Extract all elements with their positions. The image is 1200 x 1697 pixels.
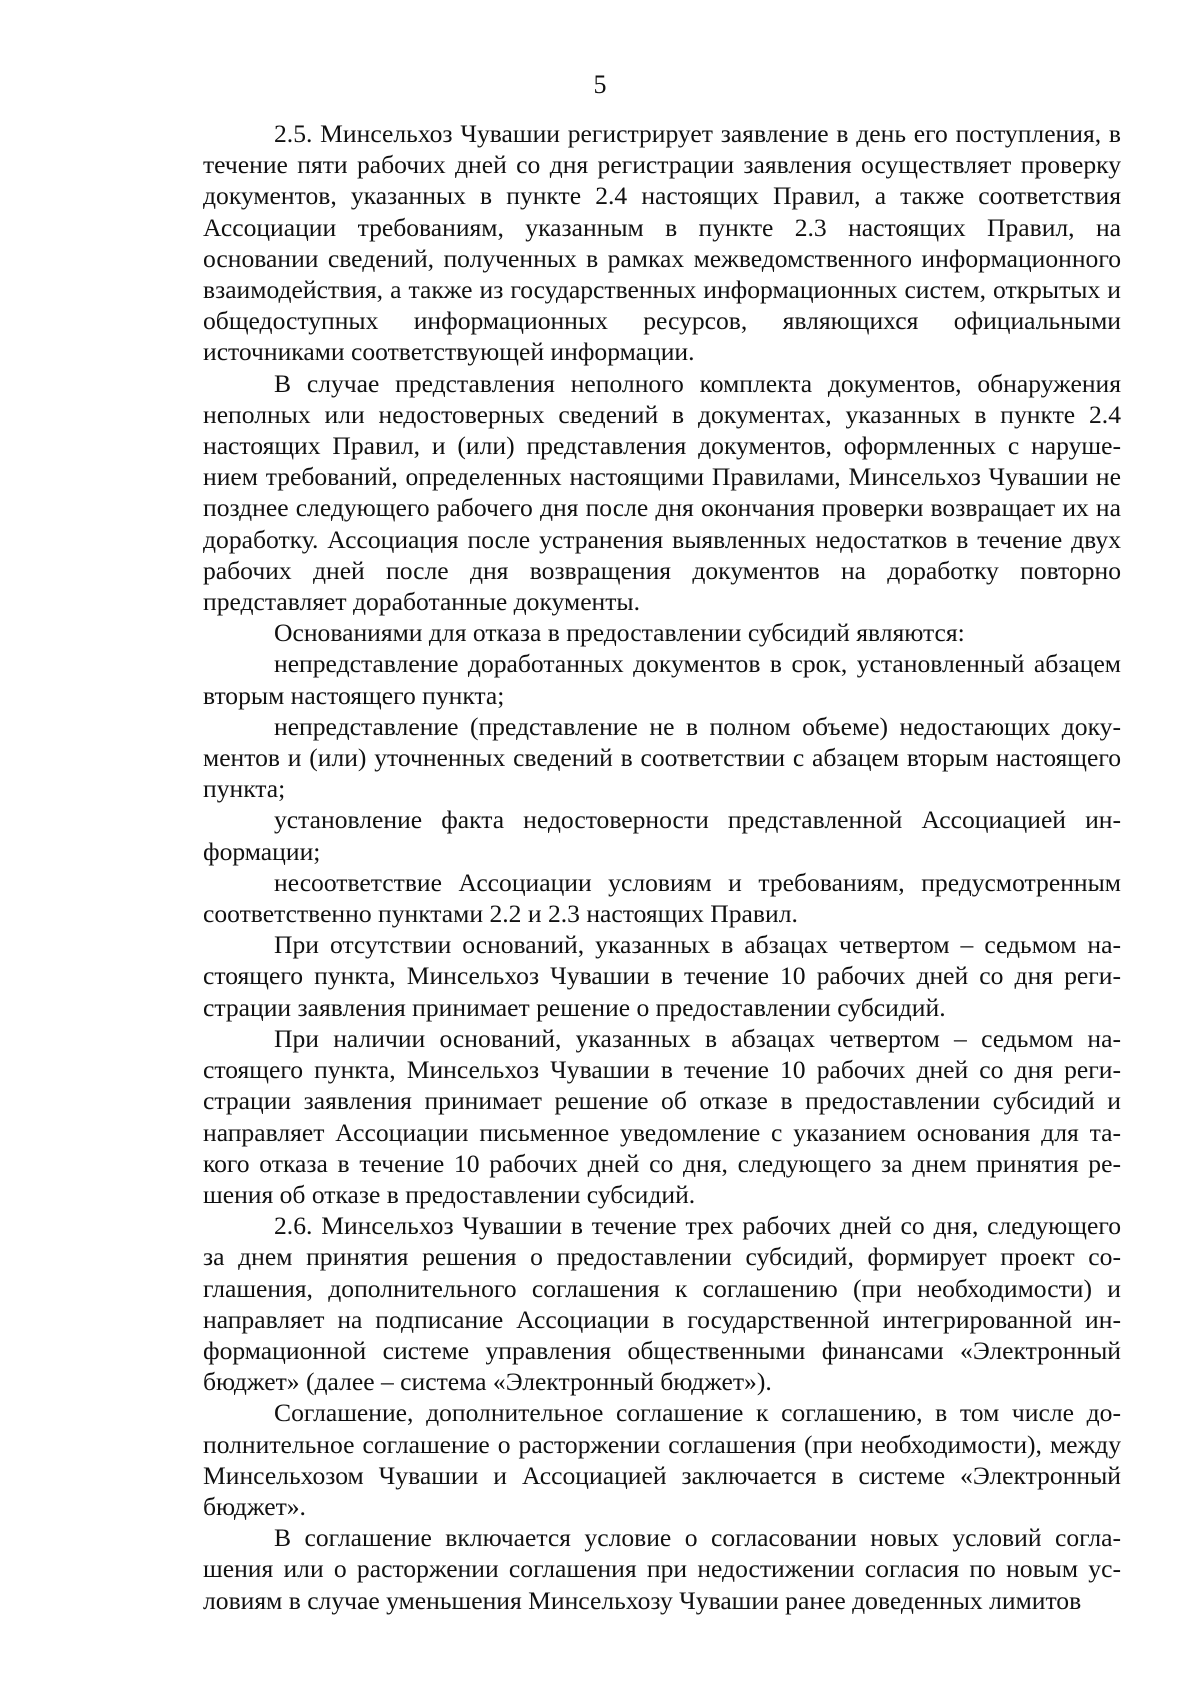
paragraph-ground-3: установление факта недостоверности представленной Ассоциацией информации; xyxy=(203,805,1121,866)
paragraph-refusal-grounds: Основаниями для отказа в предоставлении субсидий являются: xyxy=(274,618,965,648)
paragraph-no-grounds-decision: При отсутствии оснований, указанных в абзацах четвертом – седьмом настоящего пункта, Минсельхоз Чувашии в течение 10 рабочих дней со дня регистрации заявления принимает решение о предоставлении субсидий. xyxy=(203,930,1121,1022)
paragraph-agreement-condition: В соглашение включается условие о согласовании новых условий соглашения или о расторжении соглашения при недостижении согласия по новым условиям в случае уменьшения Минсельхозу Чувашии ранее доведенных лимитов xyxy=(203,1523,1121,1615)
paragraph-2-5: 2.5. Минсельхоз Чувашии регистрирует заявление в день его поступления, в течение пяти рабочих дней со дня регистрации заявления осуществляет проверку документов, указанных в пункте 2.4 настоящих Правил, а также соответствия Ассоциации требованиям, указанным в пункте 2.3 настоящих Правил, на основании сведений, полученных в рамках межведомственного информационного взаимодействия, а также из государственных информационных систем, открытых и общедоступных информационных ресурсов, являющихся официальными источниками соответствующей информации. xyxy=(203,119,1121,367)
paragraph-ground-1: непредставление доработанных документов в срок, установленный абзацем вторым настоящего пункта; xyxy=(203,649,1121,710)
paragraph-ground-2: непредставление (представление не в полном объеме) недостающих документов и (или) уточненных сведений в соответствии с абзацем вторым настоящего пункта; xyxy=(203,711,1121,804)
paragraph-incomplete-documents: В случае представления неполного комплекта документов, обнаружения неполных или недостоверных сведений в документах, указанных в пункте 2.4 настоящих Правил, и (или) представления документов, оформленных с нарушением требований, определенных настоящими Правилами, Минсельхоз Чувашии не позднее следующего рабочего дня после дня окончания проверки возвращает их на доработку. Ассоциация после устранения выявленных недостатков в течение двух рабочих дней после дня возвращения документов на доработку повторно представляет доработанные документы. xyxy=(203,368,1121,617)
paragraph-grounds-refusal-decision: При наличии оснований, указанных в абзацах четвертом – седьмом настоящего пункта, Минсельхоз Чувашии в течение 10 рабочих дней со дня регистрации заявления принимает решение об отказе в предоставлении субсидий и направляет Ассоциации письменное уведомление с указанием основания для такого отказа в течение 10 рабочих дней со дня, следующего за днем принятия решения об отказе в предоставлении субсидий. xyxy=(203,1023,1121,1209)
document-body xyxy=(203,118,1121,1616)
paragraph-2-6: 2.6. Минсельхоз Чувашии в течение трех рабочих дней со дня, следующего за днем принятия решения о предоставлении субсидий, формирует проект соглашения, дополнительного соглашения к соглашению (при необходимости) и направляет на подписание Ассоциации в государственной интегрированной информационной системе управления общественными финансами «Электронный бюджет» (далее – система «Электронный бюджет»). xyxy=(203,1211,1121,1397)
page-number: 5 xyxy=(593,70,607,99)
paragraph-agreement-system: Соглашение, дополнительное соглашение к соглашению, в том числе дополнительное соглашение о расторжении соглашения (при необходимости), между Минсельхозом Чувашии и Ассоциацией заключается в системе «Электронный бюджет». xyxy=(203,1398,1121,1521)
paragraph-ground-4: несоответствие Ассоциации условиям и требованиям, предусмотренным соответственно пунктами 2.2 и 2.3 настоящих Правил. xyxy=(203,867,1121,929)
